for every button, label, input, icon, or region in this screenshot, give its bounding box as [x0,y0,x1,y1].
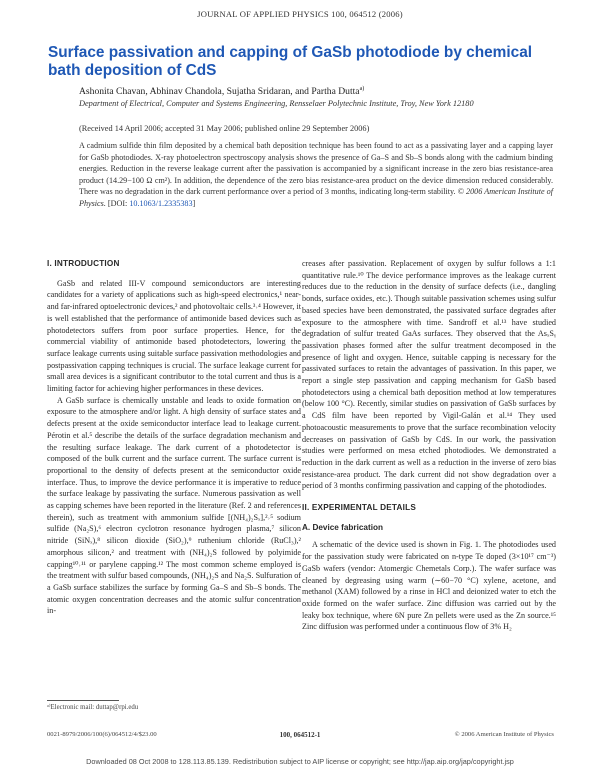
author-footnote-mark[interactable]: a) [359,86,365,92]
subsection-heading-device-fabrication: A. Device fabrication [302,522,383,532]
authors-text: Ashonita Chavan, Abhinav Chandola, Sujatha Sridaran, and Partha Dutta [79,86,360,98]
right-column [302,258,556,633]
copyright-line: © 2006 American Institute of Physics. [79,187,553,208]
footer-page-number: 100, 064512-1 [279,731,321,739]
download-notice: Downloaded 08 Oct 2008 to 128.113.85.139. Redistribution subject to AIP license or copyright; see http://jap.aip.org/jap/copyright.jsp [86,757,514,766]
publication-dates: (Received 14 April 2006; accepted 31 May 2006; published online 29 September 2006) [79,124,370,133]
footnote-email: ᵃ⁾Electronic mail: duttap@rpi.edu [47,704,139,711]
author-list [79,86,539,97]
footer-copyright: © 2006 American Institute of Physics [454,731,554,738]
affiliation: Department of Electrical, Computer and Systems Engineering, Rensselaer Polytechnic Institute, Troy, New York 12180 [79,99,474,108]
footnote-divider [47,700,119,701]
doi-link[interactable]: 10.1063/1.2335383 [129,198,193,208]
doi-close: ] [192,198,196,208]
intro-paragraph: A GaSb surface is chemically unstable and leads to oxide formation on exposure to the atmosphere and/or light. A high density of surface states and defects present at the oxide semiconductor interface lead to leakage current. Pérotin et al.⁵ describe the details of the surface degradation mechanism and the resulting surface leakage. The dark current of a photodetector is composed of the bulk current and the surface current. The surface current is proportional to the density of defects present at the semiconductor oxide interface. Thus, to improve the device performance it is imperative to reduce the surface leakage by passivating the surface. Numerous passivation as well as capping schemes have been reported in the literature (Ref. 2 and references therein), such as treatment with ammonium sulfide [(NH₄)₂Sₓ],²˒⁵ sodium sulfide (Na₂S),⁶ electron cyclotron resonance hydrogen plasma,⁷ silicon nitride (SiNₓ),⁸ silicon dioxide (SiO₂),⁹ ruthenium chloride (RuCl₃),² amorphous silicon,² and treatment with (NH₄)₂S followed by polyimide capping¹⁰˒¹¹ or parylene capping.¹² The most common scheme employed is the treatment with sulfur based compounds, (NH₄)₂S and Na₂S. Sulfuration of a GaSb surface stabilizes the surface by forming Ga–S and Sb–S bonds. The atomic oxygen concentration decreases and the atomic sulfur concentration in- [47,395,301,616]
section-heading-introduction: I. INTRODUCTION [47,259,120,268]
fabrication-paragraph: A schematic of the device used is shown in Fig. 1. The photodiodes used for the passivation study were fabricated on n-type Te doped (3×10¹⁷ cm⁻³) GaSb wafers (vendor: Atomergic Chemetals Corp.). The wafer surface was cleaned by degreasing using warm (∼60−70 °C) xylene, acetone, and methanol (XAM) followed by a rinse in HCl and deionized water to etch the oxide formed on the wafer surface. Zinc diffusion was carried out by the leaky box technique, where 6N pure Zn pellets were used as the Zn source.¹⁵ Zinc diffusion was performed under a continuous flow of 3% H₂ [302,540,556,632]
doi-label: [DOI: [107,198,130,208]
abstract-text: A cadmium sulfide thin film deposited by a chemical bath deposition technique has been found to act as a passivating layer and a capping layer for GaSb photodiodes. X-ray photoelectron spectroscopy analysis shows the presence of Ga–S and Sb–S bonds along with the cadmium binding energies. Reduction in the reverse leakage current after the passivation is accompanied by a significant increase in the zero bias resistance-area product (14.29−100 Ω cm²). In addition, the dependence of the zero bias resistance-area product on the device dimension reduced considerably. There was no degradation in the dark current performance over a period of 3 months, indicating long-term stability. [79,141,553,197]
paper-title: Surface passivation and capping of GaSb photodiode by chemical bath deposition of CdS [48,44,533,79]
footer-issn: 0021-8979/2006/100(6)/064512/4/$23.00 [47,731,157,738]
intro-paragraph: GaSb and related III-V compound semiconductors are interesting candidates for a variety of applications such as high-speed electronics,¹ near- and far-infrared optoelectronic devices,² and photovoltaic cells.³˒⁴ However, it is well established that the performance of antimonide based devices such as photodetectors suffers from poor surface properties. Hence, for the commercial viability of antimonide based photodetectors, lowering the surface leakage currents using suitable surface passivation methodologies and postpassivation capping techniques is crucial. The surface leakage current for small area devices is a significant contributor to the total current and thus is a limiting factor for achieving higher performances in these devices. [47,278,301,394]
running-head: JOURNAL OF APPLIED PHYSICS 100, 064512 (2006) [197,9,403,19]
intro-paragraph-continued: creases after passivation. Replacement of oxygen by sulfur follows a 1:1 quantitative rule.¹⁰ The device performance improves as the leakage current reduces due to the reduction in the density of surface defects (i.e., dangling bonds, surface oxides, etc.). Though suitable passivation schemes using sulfur based species have been demonstrated, the passivated surface degrades after exposure to the atmosphere with time. Sandroff et al.¹³ have studied degradation of sulfur treated GaAs surfaces. They observed that the AsₓSᵧ passivation phases formed after the sulfur treatment decomposed in the presence of light and oxygen. Hence, suitable capping is necessary for the passivated surfaces to retain the advantages of passivation. In this paper, we report a single step passivation and capping mechanism for GaSb based photodetectors using a chemical bath deposition method at low temperatures (below 100 °C). Recently, similar studies on passivation of GaSb surfaces by a CdS film have been reported by Vigil-Galán et al.¹⁴ They used photoacoustic measurements to prove that the surface recombination velocity decreases on passivation of GaSb by CdS. In our work, the passivation studies were performed on mesa etched photodiodes. We demonstrated a reduction in the dark current as well as a reduction in the inverse of zero bias resistance-area product. The dark current did not show degradation over a period of 3 months confirming passivation and capping of the photodiodes. [302,259,556,491]
section-heading-experimental: II. EXPERIMENTAL DETAILS [302,503,416,513]
left-column [47,258,301,617]
abstract [79,140,553,210]
